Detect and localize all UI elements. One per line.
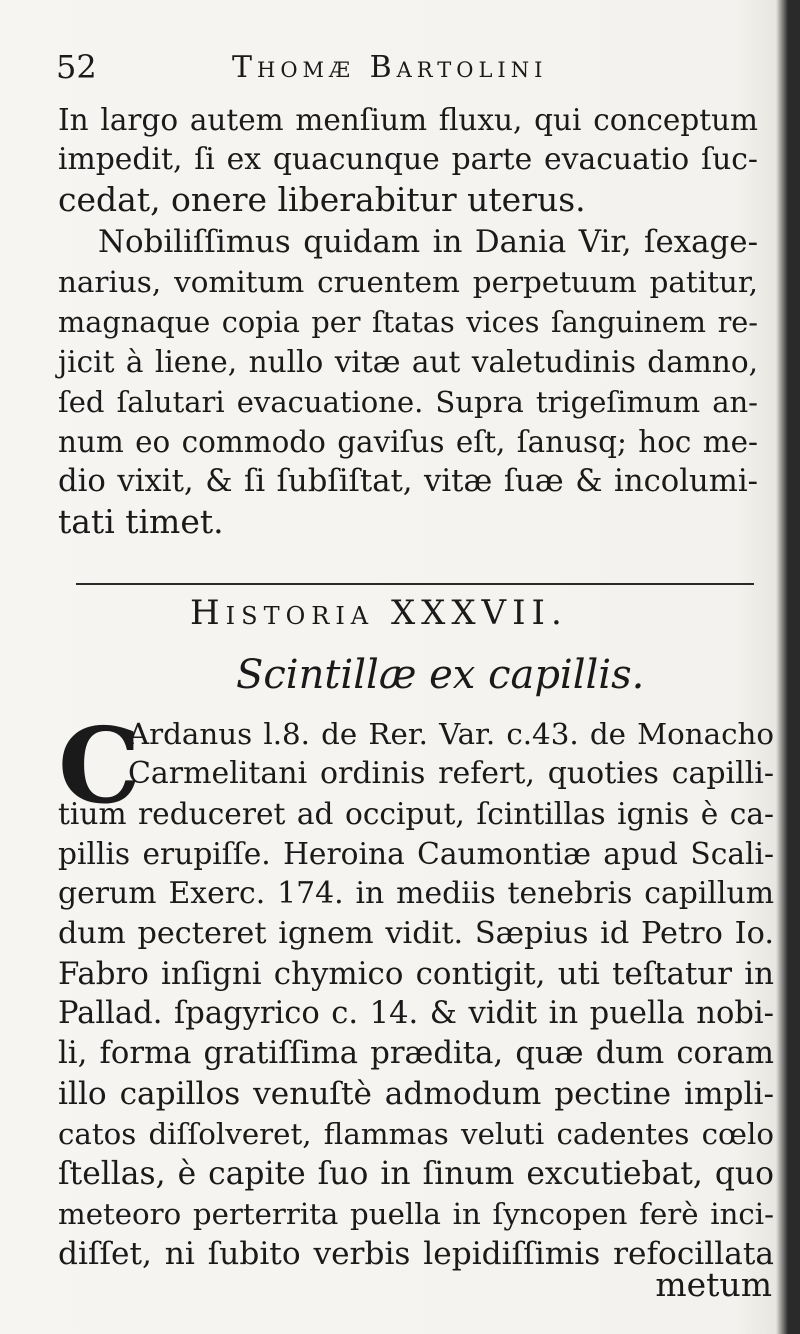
paragraph-1 [58,100,758,220]
text-line: gerum Exerc. 174. in mediis tenebris capillum [58,876,774,911]
text-line: num eo commodo gaviſus eſt, ſanusq; hoc me- [58,425,758,459]
paragraph-2 [58,222,758,542]
text-line: Nobiliſſimus quidam in Dania Vir, ſexage- [98,224,758,260]
text-line: catos diſſolveret, flammas veluti cadentes cœlo [58,1117,774,1151]
page-number: 52 [56,48,97,86]
text-line: impedit, ſi ex quacunque parte evacuatio ſuc- [58,142,758,177]
text-line: magnaque copia per ſtatas vices ſanguinem re- [58,305,758,339]
text-line: In largo autem menſium fluxu, qui conceptum [58,103,758,137]
text-line: jicit à liene, nullo vitæ aut valetudinis damno, [58,345,758,379]
text-line: narius, vomitum cruentem perpetuum patitur, [58,265,758,299]
text-line: diſſet, ni ſubito verbis lepidiſſimis refocillata [58,1236,774,1272]
text-line: ſed ſalutari evacuatione. Supra trigeſimum an- [58,385,758,419]
section-title: Historia XXXVII. [190,593,568,633]
paragraph-3 [58,704,774,1274]
catchword: metum [655,1265,772,1304]
text-line: Ardanus l.8. de Rer. Var. c.43. de Monacho [128,717,774,751]
text-line: tium reduceret ad occiput, ſcintillas ignis è ca- [58,797,774,831]
section-subtitle: Scintillæ ex capillis. [236,652,645,698]
text-line: ſtellas, è capite ſuo in ſinum excutiebat, quo [58,1156,774,1192]
text-line: cedat, onere liberabitur uterus. [58,180,586,219]
section-divider [76,583,754,585]
text-line: Carmelitani ordinis refert, quoties capilli- [128,756,774,791]
text-line: dum pecteret ignem vidit. Sæpius id Petro Io. [58,916,774,951]
text-line: Fabro inſigni chymico contigit, uti teſtatur in [58,956,774,992]
text-line: dio vixit, & ſi ſubſiſtat, vitæ ſuæ & incolumi- [58,464,758,499]
text-line: illo capillos venuſtè admodum pectine impli- [58,1076,774,1112]
page-header [56,48,696,94]
text-line: pillis erupiſſe. Heroina Caumontiæ apud Scali- [58,836,774,871]
text-line: li, forma gratiſſima prædita, quæ dum coram [58,1036,774,1071]
running-head: Thomæ Bartolini [232,50,548,85]
text-line: Pallad. ſpagyrico c. 14. & vidit in puella nobi- [58,996,774,1031]
text-line: tati timet. [58,502,224,541]
text-line: meteoro perterrita puella in ſyncopen ferè inci- [58,1197,774,1231]
drop-cap: C [58,704,141,827]
